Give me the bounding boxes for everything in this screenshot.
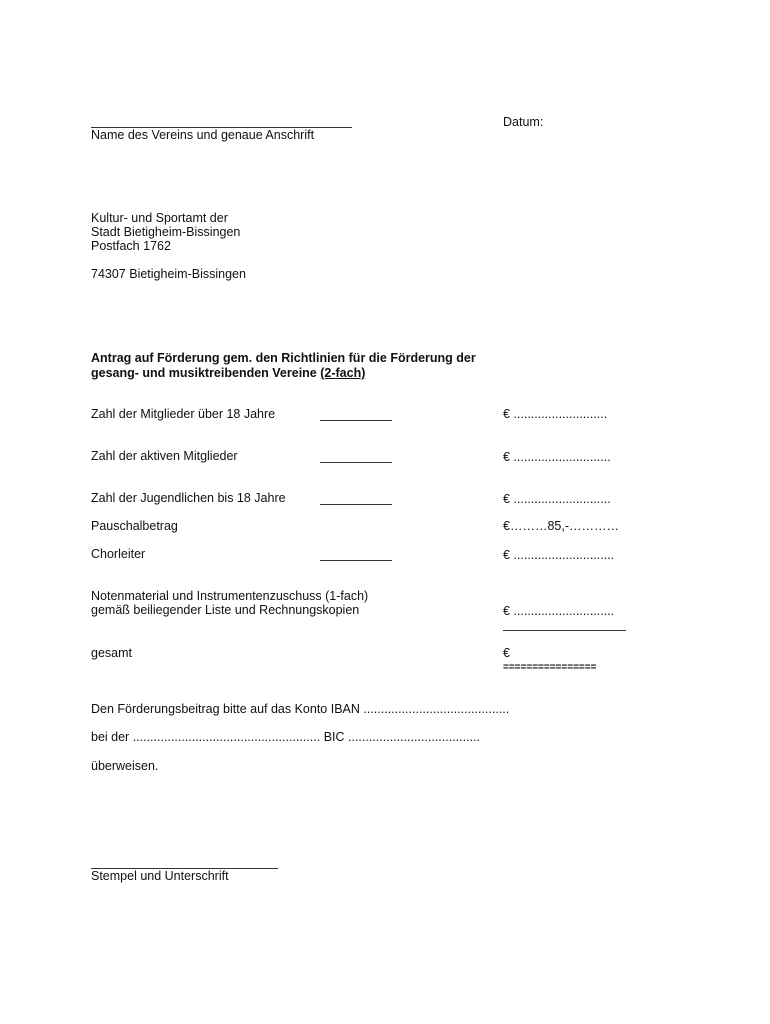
recipient-line-3: Postfach 1762 bbox=[91, 239, 171, 253]
row-aktive-field bbox=[320, 462, 392, 463]
signature-label: Stempel und Unterschrift bbox=[91, 869, 229, 883]
row-aktive-label: Zahl der aktiven Mitglieder bbox=[91, 449, 238, 463]
title-line-2-prefix: gesang- und musiktreibenden Vereine bbox=[91, 366, 321, 380]
iban-line: Den Förderungsbeitrag bitte auf das Konto IBAN .......................................... bbox=[91, 702, 510, 716]
title-line-1: Antrag auf Förderung gem. den Richtlinien für die Förderung der bbox=[91, 351, 476, 365]
noten-line-2: gemäß beiliegender Liste und Rechnungskopien bbox=[91, 603, 360, 617]
total-double-line: ================ bbox=[503, 662, 597, 673]
noten-amount: € ............................. bbox=[503, 604, 615, 618]
total-currency: € bbox=[503, 646, 510, 660]
recipient-line-4: 74307 Bietigheim-Bissingen bbox=[91, 267, 246, 281]
row-pauschal-label: Pauschalbetrag bbox=[91, 519, 178, 533]
closing-text: überweisen. bbox=[91, 759, 159, 773]
row-aktive-amount: € ............................ bbox=[503, 450, 611, 464]
datum-label: Datum: bbox=[503, 115, 544, 129]
title-line-2 bbox=[91, 366, 365, 381]
row-jugendliche-field bbox=[320, 504, 392, 505]
row-chorleiter-label: Chorleiter bbox=[91, 547, 146, 561]
total-label: gesamt bbox=[91, 646, 132, 660]
row-pauschal-amount: €………85,-………… bbox=[503, 519, 619, 533]
row-mitglieder-field bbox=[320, 420, 392, 421]
row-chorleiter-amount: € ............................. bbox=[503, 548, 615, 562]
row-jugendliche-label: Zahl der Jugendlichen bis 18 Jahre bbox=[91, 491, 286, 505]
subtotal-line bbox=[503, 630, 626, 631]
noten-line-1: Notenmaterial und Instrumentenzuschuss (1-fach) bbox=[91, 589, 369, 603]
title-line-2-underlined: (2-fach) bbox=[320, 366, 366, 380]
row-mitglieder-label: Zahl der Mitglieder über 18 Jahre bbox=[91, 407, 276, 421]
row-jugendliche-amount: € ............................ bbox=[503, 492, 611, 506]
recipient-line-2: Stadt Bietigheim-Bissingen bbox=[91, 225, 241, 239]
bic-line: bei der ...................................................... BIC ...................................... bbox=[91, 730, 480, 744]
row-mitglieder-amount: € ........................... bbox=[503, 407, 608, 421]
recipient-line-1: Kultur- und Sportamt der bbox=[91, 211, 228, 225]
verein-label: Name des Vereins und genaue Anschrift bbox=[91, 128, 315, 142]
row-chorleiter-field bbox=[320, 560, 392, 561]
